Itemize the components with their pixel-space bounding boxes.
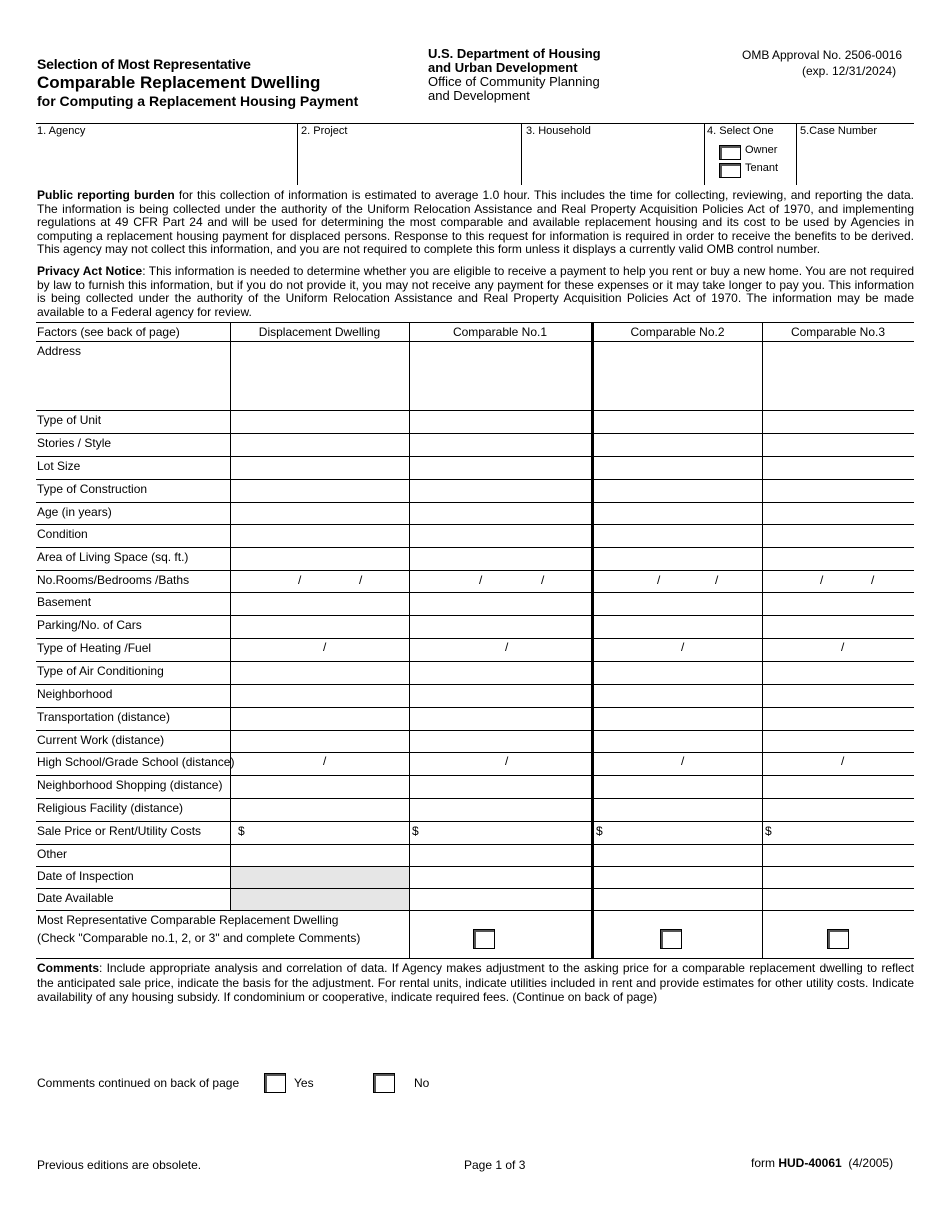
input-cell-dd-row-15[interactable] <box>232 731 407 751</box>
factors-column-header: Factors (see back of page) <box>37 325 180 339</box>
table-bottom-border <box>36 958 914 959</box>
input-cell-dd-row-0[interactable] <box>232 342 407 409</box>
row-label: Age (in years) <box>37 505 112 519</box>
input-cell-c2-row-18[interactable] <box>595 799 760 820</box>
divider <box>704 123 705 185</box>
input-cell-c3-row-19[interactable] <box>764 822 912 843</box>
input-cell-dd-row-1[interactable] <box>232 411 407 432</box>
input-cell-c3-row-4[interactable] <box>764 480 912 501</box>
select-comparable-2-checkbox[interactable] <box>660 929 682 949</box>
divider <box>796 123 797 185</box>
input-cell-c3-row-6[interactable] <box>764 525 912 546</box>
input-cell-dd-row-18[interactable] <box>232 799 407 820</box>
project-field[interactable] <box>301 139 517 183</box>
select-comparable-1-checkbox[interactable] <box>473 929 495 949</box>
comments-continued-label: Comments continued on back of page <box>37 1076 240 1090</box>
input-cell-dd-row-13[interactable] <box>232 685 407 706</box>
burden-notice-text: for this collection of information is estimated to average 1.0 hour. This includes the time for collecting, reviewing, and reporting the data. The information is being collected under the authority of the Uniform Relocation Assistance and Real Property Acquisition Policies Act of 1970, and implementing regulations at 49 CFR Part 24 and will be used for determining the most comparable and available replacement housing and its cost to be used by Agencies in computing a replacement housing payment for displaced persons. Response to this request for information is required in order to receive the benefits to be derived. This agency may not collect this information, and you are not required to complete this form unless it displays a currently valid OMB control number. <box>37 189 914 256</box>
obsolete-notice: Previous editions are obsolete. <box>37 1158 202 1172</box>
dollar-sign: $ <box>596 824 603 838</box>
title-line-1: Selection of Most Representative <box>37 56 251 72</box>
input-cell-c1-row-1[interactable] <box>411 411 591 432</box>
slash-separator: / <box>820 573 824 587</box>
input-cell-c2-row-11[interactable] <box>595 639 760 660</box>
form-title: Comparable Replacement Dwelling <box>37 73 321 92</box>
input-cell-c1-row-21[interactable] <box>411 867 591 887</box>
input-cell-c2-row-5[interactable] <box>595 503 760 523</box>
input-cell-c3-row-21[interactable] <box>764 867 912 887</box>
slash-separator: / <box>871 573 875 587</box>
input-cell-c1-row-17[interactable] <box>411 776 591 797</box>
agency-label: 1. Agency <box>37 125 86 137</box>
divider <box>521 123 522 185</box>
input-cell-c3-row-14[interactable] <box>764 708 912 729</box>
row-label: Date of Inspection <box>37 869 134 883</box>
input-cell-c1-row-18[interactable] <box>411 799 591 820</box>
slash-separator: / <box>479 573 483 587</box>
slash-separator: / <box>681 640 685 654</box>
input-cell-c2-row-15[interactable] <box>595 731 760 751</box>
form-date: (4/2005) <box>848 1156 894 1170</box>
input-cell-c2-row-8[interactable] <box>595 571 760 591</box>
input-cell-c3-row-15[interactable] <box>764 731 912 751</box>
input-cell-c1-row-12[interactable] <box>411 662 591 683</box>
input-cell-c3-row-22[interactable] <box>764 889 912 909</box>
input-cell-c2-row-3[interactable] <box>595 457 760 478</box>
household-label: 3. Household <box>526 125 591 137</box>
input-cell-c3-row-1[interactable] <box>764 411 912 432</box>
row-label: Area of Living Space (sq. ft.) <box>37 550 189 564</box>
owner-checkbox[interactable] <box>719 145 741 160</box>
row-label: Transportation (distance) <box>37 710 170 724</box>
row-label: Type of Air Conditioning <box>37 664 164 678</box>
input-cell-c2-row-17[interactable] <box>595 776 760 797</box>
row-label: Sale Price or Rent/Utility Costs <box>37 824 202 838</box>
slash-separator: / <box>505 754 509 768</box>
input-cell-c1-row-13[interactable] <box>411 685 591 706</box>
dept-name-2: and Urban Development <box>428 60 578 75</box>
dollar-sign: $ <box>765 824 772 838</box>
column-divider <box>230 322 231 910</box>
input-cell-c1-row-20[interactable] <box>411 845 591 865</box>
row-label: Type of Unit <box>37 413 102 427</box>
input-cell-c1-row-5[interactable] <box>411 503 591 523</box>
row-label: Parking/No. of Cars <box>37 618 142 632</box>
row-label: Lot Size <box>37 459 81 473</box>
input-cell-dd-row-20[interactable] <box>232 845 407 865</box>
input-cell-dd-row-3[interactable] <box>232 457 407 478</box>
slash-separator: / <box>298 573 302 587</box>
omb-approval: OMB Approval No. 2506-0016 <box>742 48 903 62</box>
input-cell-c2-row-21[interactable] <box>595 867 760 887</box>
input-cell-dd-row-11[interactable] <box>232 639 407 660</box>
row-label: Basement <box>37 595 92 609</box>
input-cell-c1-row-16[interactable] <box>411 753 591 774</box>
comments-continued-yes-checkbox[interactable] <box>264 1073 286 1093</box>
comments-instructions <box>37 961 914 1005</box>
comparable-3-column-header: Comparable No.3 <box>790 325 886 339</box>
dollar-sign: $ <box>412 824 419 838</box>
comments-continued-no-checkbox[interactable] <box>373 1073 395 1093</box>
input-cell-c2-row-0[interactable] <box>595 342 760 409</box>
slash-separator: / <box>323 754 327 768</box>
row-label: Date Available <box>37 891 114 905</box>
input-cell-c1-row-22[interactable] <box>411 889 591 909</box>
form-number <box>751 1156 893 1170</box>
no-label: No <box>414 1076 430 1090</box>
case-number-label: 5.Case Number <box>800 125 878 137</box>
table-top-border <box>36 322 914 323</box>
row-label: Religious Facility (distance) <box>37 801 184 815</box>
top-fields-border <box>36 123 914 124</box>
input-cell-c1-row-14[interactable] <box>411 708 591 729</box>
input-cell-c2-row-6[interactable] <box>595 525 760 546</box>
slash-separator: / <box>541 573 545 587</box>
owner-label: Owner <box>745 144 778 156</box>
slash-separator: / <box>715 573 719 587</box>
household-field[interactable] <box>526 139 700 183</box>
input-cell-dd-row-19[interactable] <box>232 822 407 843</box>
row-border <box>36 910 914 911</box>
slash-separator: / <box>323 640 327 654</box>
slash-separator: / <box>841 640 845 654</box>
input-cell-c2-row-19[interactable] <box>595 822 760 843</box>
input-cell-c2-row-16[interactable] <box>595 753 760 774</box>
privacy-notice-text: : This information is needed to determine whether you are eligible to receive a payment to help you rent or buy a new home. You are not required by law to furnish this information, but if you do not provide it, you may not receive any payment for these expenses or it may take longer to pay you. This information is being collected under the authority of the Uniform Relocation Assistance and Real Property Acquisition Policies Act of 1970. The information may be made available to a Federal agency for review. <box>37 264 914 319</box>
row-label: Stories / Style <box>37 436 112 450</box>
input-cell-c2-row-14[interactable] <box>595 708 760 729</box>
row-label: Neighborhood Shopping (distance) <box>37 778 223 792</box>
input-cell-c2-row-1[interactable] <box>595 411 760 432</box>
privacy-notice-title: Privacy Act Notice <box>37 264 143 278</box>
input-cell-c1-row-0[interactable] <box>411 342 591 409</box>
dept-name-1: U.S. Department of Housing <box>428 46 601 61</box>
input-cell-c3-row-11[interactable] <box>764 639 912 660</box>
input-cell-c1-row-11[interactable] <box>411 639 591 660</box>
tenant-checkbox[interactable] <box>719 163 741 178</box>
input-cell-dd-row-6[interactable] <box>232 525 407 546</box>
omb-expiration: (exp. 12/31/2024) <box>802 64 897 78</box>
input-cell-c3-row-9[interactable] <box>764 593 912 614</box>
column-divider <box>591 322 594 958</box>
displacement-column-header: Displacement Dwelling <box>258 325 381 339</box>
input-cell-c3-row-10[interactable] <box>764 616 912 637</box>
select-comparable-3-checkbox[interactable] <box>827 929 849 949</box>
comments-text: : Include appropriate analysis and correlation of data. If Agency makes adjustment to the asking price for a comparable replacement dwelling to reflect the anticipated sale price, indicate the basis for the adjustment. For rental units, indicate utilities included in rent and provide estimates for other utility costs. Indicate availability of any housing subsidy. If condominium or cooperative, indicate required fees. (Continue on back of page) <box>37 961 914 1004</box>
slash-separator: / <box>841 754 845 768</box>
most-representative-instruction: (Check "Comparable no.1, 2, or 3" and complete Comments) <box>37 931 361 945</box>
input-cell-dd-row-8[interactable] <box>232 571 407 591</box>
input-cell-c3-row-8[interactable] <box>764 571 912 591</box>
input-cell-c1-row-2[interactable] <box>411 434 591 455</box>
input-cell-c1-row-8[interactable] <box>411 571 591 591</box>
input-cell-c2-row-22[interactable] <box>595 889 760 909</box>
dept-office-2: and Development <box>428 88 530 103</box>
input-cell-dd-row-5[interactable] <box>232 503 407 523</box>
input-cell-c2-row-7[interactable] <box>595 548 760 569</box>
input-cell-c3-row-18[interactable] <box>764 799 912 820</box>
row-label: High School/Grade School (distance) <box>37 755 235 769</box>
input-cell-c2-row-10[interactable] <box>595 616 760 637</box>
row-label: Condition <box>37 527 88 541</box>
row-label: No.Rooms/Bedrooms /Baths <box>37 573 190 587</box>
input-cell-c3-row-7[interactable] <box>764 548 912 569</box>
input-cell-c1-row-7[interactable] <box>411 548 591 569</box>
input-cell-c3-row-17[interactable] <box>764 776 912 797</box>
input-cell-c1-row-15[interactable] <box>411 731 591 751</box>
input-cell-c1-row-4[interactable] <box>411 480 591 501</box>
slash-separator: / <box>657 573 661 587</box>
form-prefix: form <box>751 1156 779 1170</box>
form-id: HUD-40061 <box>778 1156 842 1170</box>
input-cell-dd-row-16[interactable] <box>232 753 407 774</box>
input-cell-c3-row-16[interactable] <box>764 753 912 774</box>
divider <box>297 123 298 185</box>
page-number: Page 1 of 3 <box>464 1158 526 1172</box>
project-label: 2. Project <box>301 125 348 137</box>
row-label: Type of Heating /Fuel <box>37 641 152 655</box>
comments-title: Comments <box>37 961 100 975</box>
input-cell-c2-row-12[interactable] <box>595 662 760 683</box>
title-line-3: for Computing a Replacement Housing Payment <box>37 93 359 109</box>
yes-label: Yes <box>294 1076 314 1090</box>
input-cell-dd-row-17[interactable] <box>232 776 407 797</box>
input-cell-dd-row-2[interactable] <box>232 434 407 455</box>
input-cell-c3-row-3[interactable] <box>764 457 912 478</box>
input-cell-c2-row-2[interactable] <box>595 434 760 455</box>
privacy-notice <box>37 265 914 319</box>
input-cell-c1-row-19[interactable] <box>411 822 591 843</box>
agency-field[interactable] <box>37 139 293 183</box>
input-cell-c3-row-5[interactable] <box>764 503 912 523</box>
input-cell-c3-row-20[interactable] <box>764 845 912 865</box>
input-cell-c3-row-2[interactable] <box>764 434 912 455</box>
row-label: Current Work (distance) <box>37 733 165 747</box>
input-cell-c3-row-12[interactable] <box>764 662 912 683</box>
dollar-sign: $ <box>238 824 245 838</box>
input-cell-dd-row-4[interactable] <box>232 480 407 501</box>
case-number-field[interactable] <box>800 139 912 183</box>
input-cell-c3-row-13[interactable] <box>764 685 912 706</box>
most-representative-label: Most Representative Comparable Replacement Dwelling <box>37 913 339 927</box>
burden-notice-title: Public reporting burden <box>37 189 175 202</box>
input-cell-c2-row-20[interactable] <box>595 845 760 865</box>
slash-separator: / <box>681 754 685 768</box>
comments-field[interactable] <box>37 1010 914 1065</box>
input-cell-c1-row-3[interactable] <box>411 457 591 478</box>
comparable-2-column-header: Comparable No.2 <box>630 325 725 339</box>
input-cell-c1-row-6[interactable] <box>411 525 591 546</box>
input-cell-c3-row-0[interactable] <box>764 342 912 409</box>
column-divider <box>409 322 410 958</box>
row-label: Address <box>37 344 82 358</box>
comparable-1-column-header: Comparable No.1 <box>452 325 548 339</box>
burden-notice <box>37 189 914 267</box>
input-cell-dd-row-9[interactable] <box>232 593 407 614</box>
input-cell-c1-row-9[interactable] <box>411 593 591 614</box>
input-cell-dd-row-14[interactable] <box>232 708 407 729</box>
column-divider <box>762 322 763 958</box>
select-one-label: 4. Select One <box>707 125 774 137</box>
input-cell-dd-row-7[interactable] <box>232 548 407 569</box>
input-cell-dd-row-10[interactable] <box>232 616 407 637</box>
row-label: Other <box>37 847 68 861</box>
input-cell-dd-row-12[interactable] <box>232 662 407 683</box>
dept-office-1: Office of Community Planning <box>428 74 600 89</box>
row-label: Neighborhood <box>37 687 113 701</box>
input-cell-c1-row-10[interactable] <box>411 616 591 637</box>
input-cell-c2-row-9[interactable] <box>595 593 760 614</box>
input-cell-c2-row-13[interactable] <box>595 685 760 706</box>
slash-separator: / <box>505 640 509 654</box>
input-cell-c2-row-4[interactable] <box>595 480 760 501</box>
tenant-label: Tenant <box>745 162 779 174</box>
row-label: Type of Construction <box>37 482 148 496</box>
slash-separator: / <box>359 573 363 587</box>
